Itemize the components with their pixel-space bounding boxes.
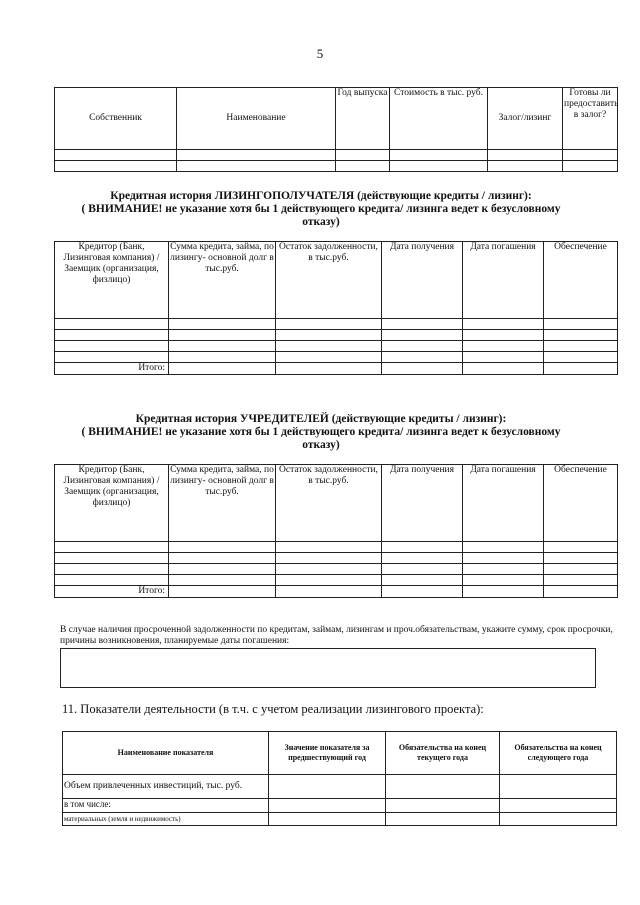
table-row — [63, 775, 617, 799]
total-row — [55, 363, 618, 375]
row-label: Объем привлеченных инвестиций, тыс. руб. — [63, 775, 269, 799]
table-row — [55, 319, 618, 330]
header-indicator: Наименование показателя — [63, 732, 269, 775]
table-row — [63, 799, 617, 813]
total-row — [55, 586, 618, 598]
table-row — [55, 161, 618, 172]
row-label: материальных (земля и недвижимость) — [63, 813, 269, 826]
table-row — [55, 341, 618, 352]
header-date-repaid: Дата погашения — [463, 242, 544, 319]
header-amount: Сумма кредита, займа, по лизингу- основной долг в тыс.руб. — [169, 242, 276, 319]
header-year: Год выпуска — [336, 88, 390, 150]
table-row — [55, 542, 618, 553]
header-creditor: Кредитор (Банк, Лизинговая компания) /Заемщик (организация, физлицо) — [55, 242, 169, 319]
header-current-year: Обязательства на конец текущего года — [386, 732, 500, 775]
overdue-input-box[interactable] — [60, 648, 596, 688]
total-label: Итого: — [55, 586, 169, 598]
total-label: Итого: — [55, 363, 169, 375]
header-date-repaid: Дата погашения — [463, 465, 544, 542]
row-label: в том числе: — [63, 799, 269, 813]
page-number: 5 — [316, 46, 324, 61]
header-owner: Собственник — [55, 88, 177, 150]
header-ready: Готовы ли предоставить в залог? — [563, 88, 618, 150]
table-row — [55, 352, 618, 363]
table-row — [63, 813, 617, 826]
header-prev-year: Значение показателя за предшествующий год — [269, 732, 386, 775]
header-pledge: Залог/лизинг — [488, 88, 563, 150]
founders-credit-title: Кредитная история УЧРЕДИТЕЛЕЙ (действующие кредиты / лизинг): ( ВНИМАНИЕ! не указание хотя бы 1 действующего кредита/ лизинга ведет к безусловному отказу) — [81, 413, 561, 451]
table-row — [55, 564, 618, 575]
header-next-year: Обязательства на конец следующего года — [500, 732, 617, 775]
header-security: Обеспечение — [544, 242, 618, 319]
header-security: Обеспечение — [544, 465, 618, 542]
header-name: Наименование — [177, 88, 336, 150]
lessee-credit-title: Кредитная история ЛИЗИНГОПОЛУЧАТЕЛЯ (действующие кредиты / лизинг): ( ВНИМАНИЕ! не указание хотя бы 1 действующего кредита/ лизинга ведет к безусловному отказу) — [81, 190, 561, 228]
header-date-received: Дата получения — [382, 465, 463, 542]
lessee-credit-table — [54, 241, 618, 375]
header-cost: Стоимость в тыс. руб. — [390, 88, 488, 150]
header-creditor: Кредитор (Банк, Лизинговая компания) /Заемщик (организация, физлицо) — [55, 465, 169, 542]
header-date-received: Дата получения — [382, 242, 463, 319]
header-balance: Остаток задолженности, в тыс.руб. — [276, 242, 382, 319]
header-amount: Сумма кредита, займа, по лизингу- основной долг в тыс.руб. — [169, 465, 276, 542]
owners-table — [54, 87, 618, 172]
table-row — [55, 330, 618, 341]
section-11-title: 11. Показатели деятельности (в т.ч. с учетом реализации лизингового проекта): — [62, 702, 484, 716]
table-row — [55, 553, 618, 564]
founders-credit-table — [54, 464, 618, 598]
table-row — [55, 575, 618, 586]
header-balance: Остаток задолженности, в тыс.руб. — [276, 465, 382, 542]
table-row — [55, 150, 618, 161]
indicators-table — [62, 731, 617, 826]
overdue-note: В случае наличия просроченной задолженности по кредитам, займам, лизингам и проч.обязательствам, укажите сумму, срок просрочки, причины возникновения, планируемые даты погашения: — [60, 625, 613, 646]
